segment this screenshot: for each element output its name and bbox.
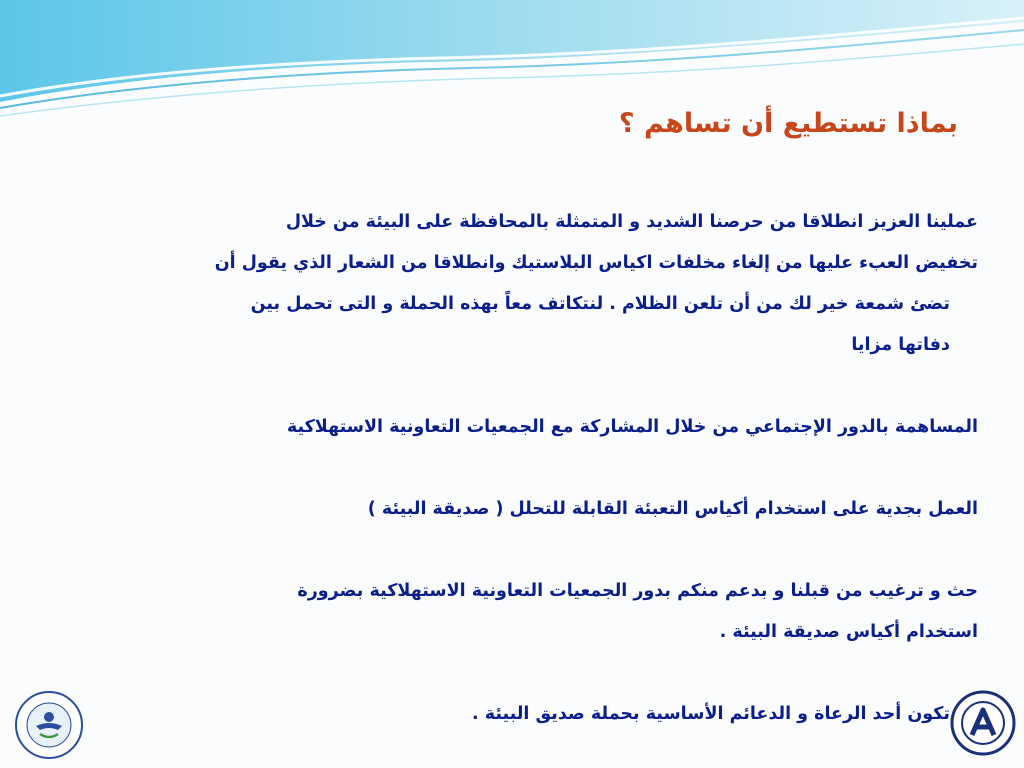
point-encourage-line-1: حث و ترغيب من قبلنا و بدعم منكم بدور الجمعيات التعاونية الاستهلاكية بضرورة <box>297 581 978 601</box>
intro-line-4: دفاتها مزايا <box>851 335 950 355</box>
point-social-role: المساهمة بالدور الإجتماعي من خلال المشاركة مع الجمعيات التعاونية الاستهلاكية <box>286 417 978 437</box>
spacer <box>60 366 978 407</box>
slide-body <box>60 202 978 735</box>
spacer <box>60 448 978 489</box>
spacer <box>60 653 978 694</box>
intro-line-3: تضئ شمعة خير لك من أن تلعن الظلام . لنتكاتف معاً بهذه الحملة و التى تحمل بين <box>250 294 950 314</box>
biodegradable-logo <box>14 690 84 760</box>
point-encourage-line-2: استخدام أكياس صديقة البيئة . <box>719 622 978 642</box>
header-wave-decoration <box>0 0 1024 120</box>
intro-paragraph <box>60 202 978 366</box>
point-sponsor: تكون أحد الرعاة و الدعائم الأساسية بحملة صديق البيئة . <box>472 704 950 724</box>
intro-line-2: تخفيض العبء عليها من إلغاء مخلفات اكياس البلاستيك وانطلاقا من الشعار الذي يقول أن <box>214 253 978 273</box>
spacer <box>60 530 978 571</box>
slide-title: بماذا تستطيع أن تساهم ؟ <box>618 108 958 139</box>
intro-line-1: عملينا العزيز انطلاقا من حرصنا الشديد و المتمثلة بالمحافظة على البيئة من خلال <box>285 212 978 232</box>
point-use-bags: العمل بجدية على استخدام أكياس التعبئة القابلة للتحلل ( صديقة البيئة ) <box>367 499 978 519</box>
cooperative-union-logo <box>950 690 1016 756</box>
